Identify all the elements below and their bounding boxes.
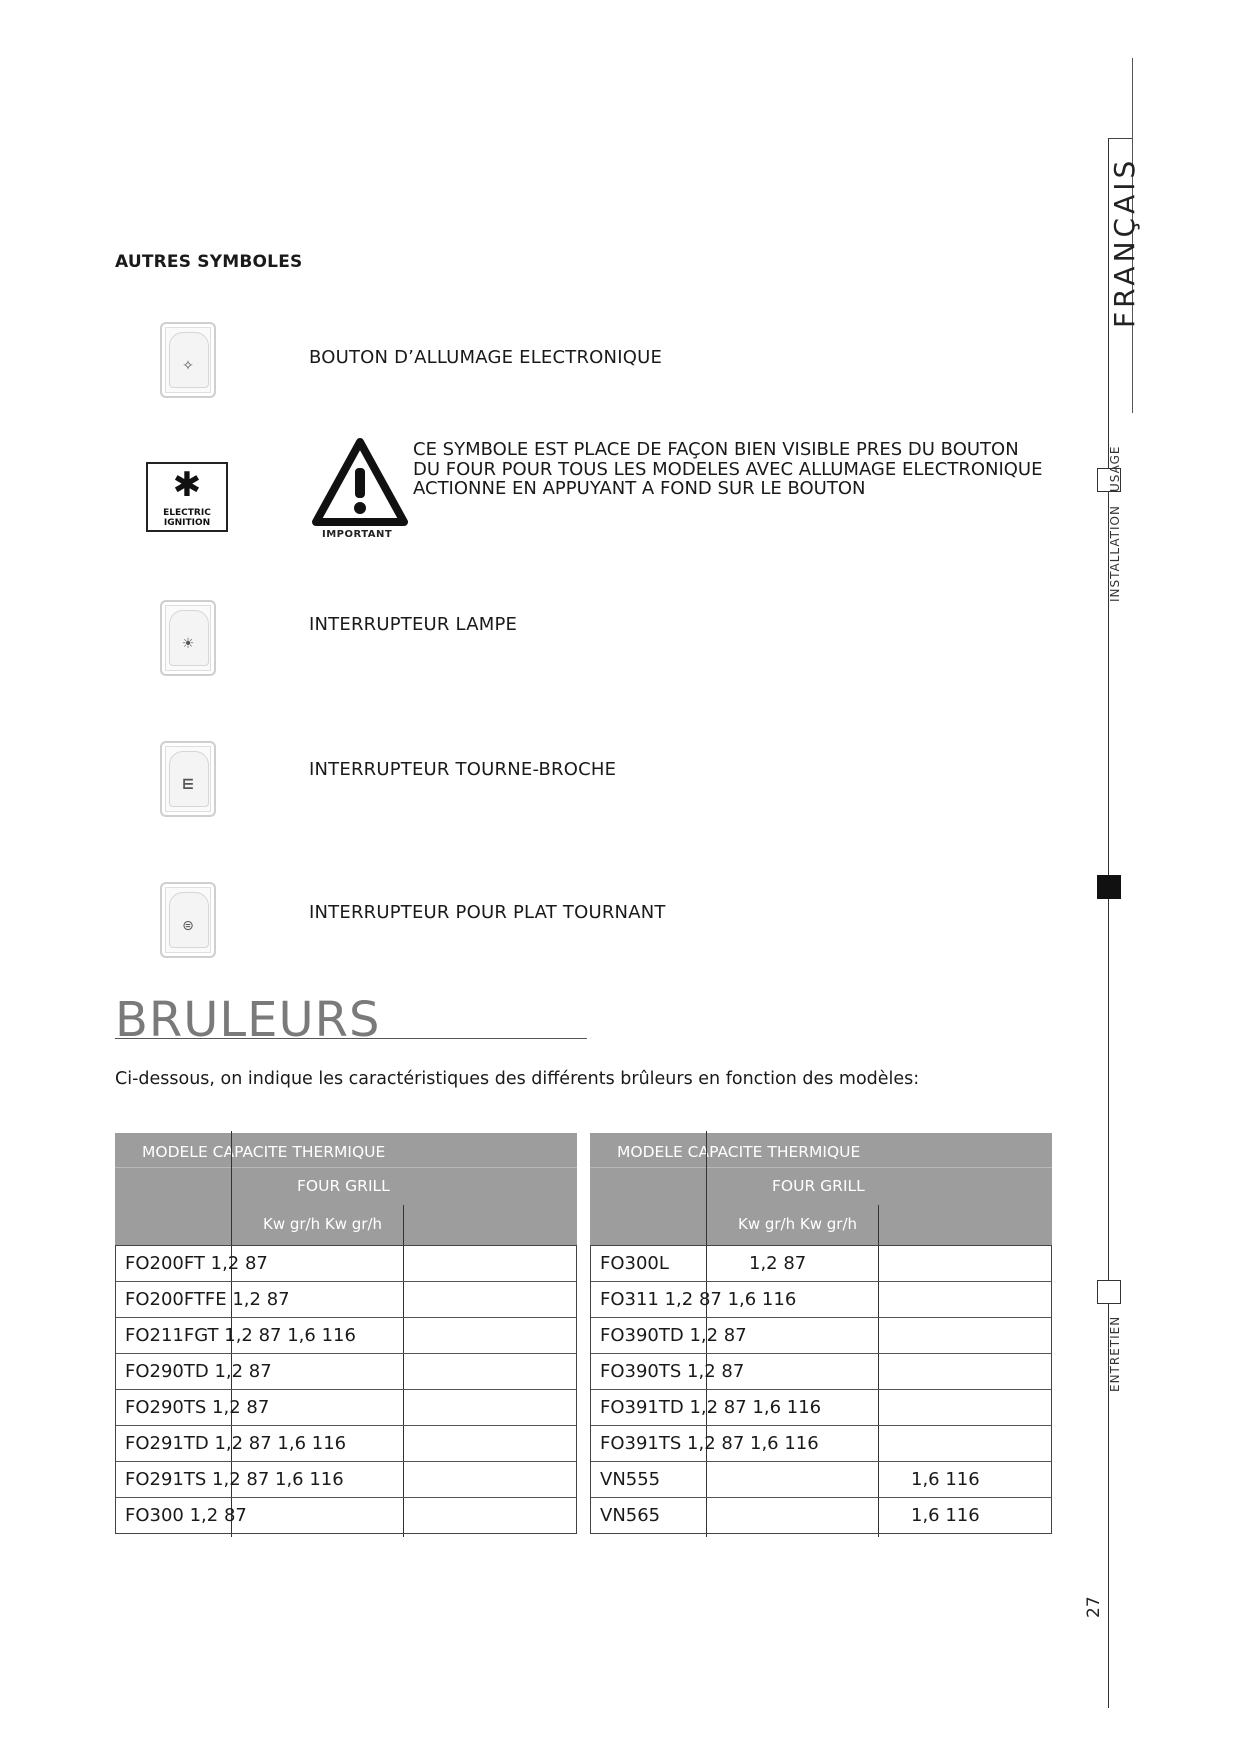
badge-line2: IGNITION [163,518,211,528]
cell-grill: 1,6 116 [911,1505,980,1526]
header-line2: FOUR GRILL [297,1177,390,1195]
header-divider [590,1167,1052,1168]
cell-model: FO390TD 1,2 87 [600,1325,747,1346]
table-row [116,1426,576,1462]
symbol-label-ignition: BOUTON D’ALLUMAGE ELECTRONIQUE [309,347,663,368]
table-row [591,1390,1051,1426]
symbol-label-turntable: INTERRUPTEUR POUR PLAT TOURNANT [309,902,666,923]
heading-underline [115,1038,587,1039]
nav-label-entretien[interactable]: ENTRETIEN [1108,1315,1122,1392]
table-row [116,1354,576,1390]
ignition-text-line: DU FOUR POUR TOUS LES MODELES AVEC ALLUMAGE ELECTRONIQUE [413,458,1043,480]
header-line2: FOUR GRILL [772,1177,865,1195]
cell-oven: 1,2 87 [749,1253,807,1274]
burners-table-right [590,1133,1052,1534]
ignition-text-line: CE SYMBOLE EST PLACE DE FAÇON BIEN VISIBLE PRES DU BOUTON [413,439,1019,460]
nav-marker-entretien[interactable] [1097,1280,1121,1304]
table-row [116,1390,576,1426]
spark-glyph-icon: ✧ [182,358,194,374]
cell-model: FO291TS 1,2 87 1,6 116 [125,1469,344,1490]
symbol-label-lamp: INTERRUPTEUR LAMPE [309,614,518,635]
table-row [591,1282,1051,1318]
section-title: AUTRES SYMBOLES [115,252,303,272]
burners-heading: BRULEURS [115,992,381,1048]
spark-switch-icon [160,322,216,398]
cell-model: FO391TS 1,2 87 1,6 116 [600,1433,819,1454]
cell-model: FO311 1,2 87 1,6 116 [600,1289,797,1310]
table-body [590,1245,1052,1534]
cell-model: FO290TS 1,2 87 [125,1397,270,1418]
nav-marker-current[interactable] [1097,875,1121,899]
nav-rail-tick [1108,138,1132,139]
header-line3: Kw gr/h Kw gr/h [738,1215,858,1233]
table-row [116,1462,576,1498]
ignition-description [413,440,1042,499]
header-line1: MODELE CAPACITE THERMIQUE [142,1143,386,1161]
cell-model: FO291TD 1,2 87 1,6 116 [125,1433,347,1454]
cell-grill: 1,6 116 [911,1469,980,1490]
language-label: FRANÇAIS [1108,156,1141,328]
table-row [591,1318,1051,1354]
header-line3: Kw gr/h Kw gr/h [263,1215,383,1233]
cell-model: FO200FTFE 1,2 87 [125,1289,290,1310]
cell-model: FO290TD 1,2 87 [125,1361,272,1382]
ignition-text-line: ACTIONNE EN APPUYANT A FOND SUR LE BOUTON [413,478,866,499]
table-row [591,1462,1051,1498]
cell-model: VN555 [600,1469,661,1490]
table-row [116,1498,576,1533]
table-row [591,1246,1051,1282]
table-row [591,1426,1051,1462]
burners-table-left [115,1133,577,1534]
table-header [115,1133,577,1245]
warning-caption: IMPORTANT [322,529,393,540]
rotisserie-glyph-icon: ⋿ [181,777,195,793]
nav-rail [1108,138,1109,1708]
turntable-switch-icon [160,882,216,958]
warning-triangle-icon [312,438,408,530]
symbol-label-rotisserie: INTERRUPTEUR TOURNE-BROCHE [309,759,617,780]
nav-label-installation[interactable]: INSTALLATION [1108,505,1122,602]
cell-model: FO211FGT 1,2 87 1,6 116 [125,1325,356,1346]
burners-intro: Ci-dessous, on indique les caractéristiques des différents brûleurs en fonction des modèles: [115,1069,920,1089]
electric-ignition-badge [146,462,228,532]
rotisserie-switch-icon [160,741,216,817]
nav-label-usage[interactable]: USAGE [1108,445,1122,492]
cell-model: FO300 1,2 87 [125,1505,247,1526]
table-row [591,1498,1051,1533]
asterisk-icon: ✱ [172,465,202,505]
cell-model: FO390TS 1,2 87 [600,1361,745,1382]
table-row [591,1354,1051,1390]
header-divider [115,1167,577,1168]
table-row [116,1282,576,1318]
table-row [116,1318,576,1354]
page-number: 27 [1084,1596,1104,1618]
lamp-glyph-icon: ☀ [181,636,195,652]
lamp-switch-icon [160,600,216,676]
table-row [116,1246,576,1282]
turntable-glyph-icon: ⊜ [182,918,194,934]
cell-model: FO300L [600,1253,669,1274]
badge-line1: ELECTRIC [163,508,211,518]
cell-model: FO200FT 1,2 87 [125,1253,268,1274]
cell-model: VN565 [600,1505,661,1526]
header-line1: MODELE CAPACITE THERMIQUE [617,1143,861,1161]
cell-model: FO391TD 1,2 87 1,6 116 [600,1397,822,1418]
table-header [590,1133,1052,1245]
table-body [115,1245,577,1534]
